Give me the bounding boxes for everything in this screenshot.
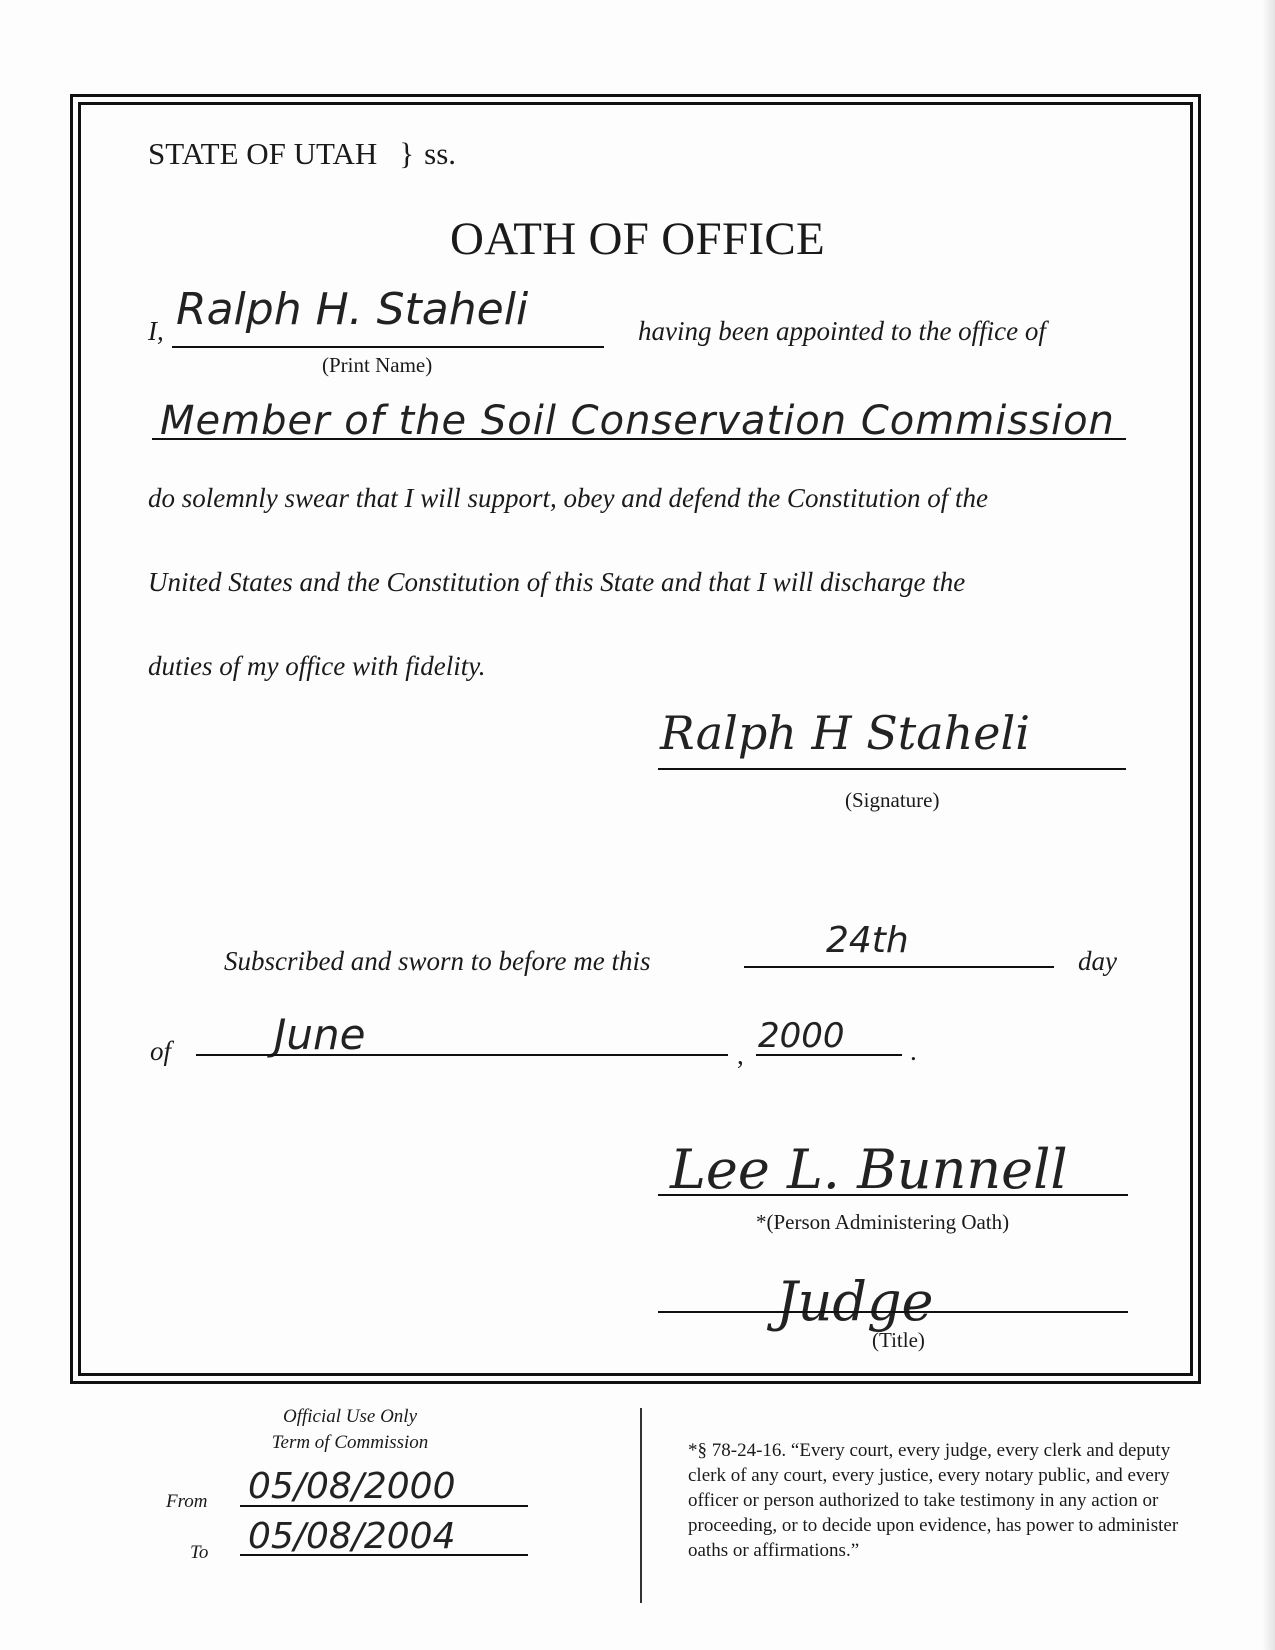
printed-name-field: Ralph H. Staheli bbox=[176, 284, 529, 335]
sworn-text: Subscribed and sworn to before me this bbox=[224, 946, 651, 976]
month-line bbox=[196, 1054, 728, 1056]
signature-field: Ralph H Staheli bbox=[660, 706, 1030, 760]
title-field: Judge bbox=[776, 1270, 934, 1333]
month-field: June bbox=[274, 1010, 366, 1059]
day-line bbox=[744, 966, 1054, 968]
year-line bbox=[756, 1054, 902, 1056]
to-date: 05/08/2004 bbox=[248, 1516, 456, 1557]
comma: , bbox=[737, 1040, 744, 1070]
oath-line-1: do solemnly swear that I will support, obey and defend the Constitution of the bbox=[148, 483, 988, 513]
brace: } bbox=[399, 136, 415, 171]
from-line bbox=[240, 1505, 528, 1507]
year-field: 2000 bbox=[758, 1016, 845, 1056]
appointed-text: having been appointed to the office of bbox=[638, 316, 1046, 346]
title-line bbox=[658, 1311, 1128, 1313]
signature-line bbox=[658, 768, 1126, 770]
to-line bbox=[240, 1554, 528, 1556]
oath-line-2: United States and the Constitution of this State and that I will discharge the bbox=[148, 567, 966, 597]
vertical-divider bbox=[640, 1408, 642, 1603]
office-line bbox=[152, 438, 1126, 440]
period: . bbox=[910, 1036, 917, 1066]
title-label: (Title) bbox=[872, 1328, 925, 1352]
term-label: Term of Commission bbox=[271, 1432, 429, 1453]
state-name: STATE OF UTAH bbox=[148, 136, 378, 171]
print-name-label: (Print Name) bbox=[322, 353, 433, 377]
name-prefix: I, bbox=[148, 316, 164, 346]
from-date: 05/08/2000 bbox=[248, 1466, 456, 1507]
official-use-label: Official Use Only bbox=[282, 1406, 418, 1427]
of-label: of bbox=[150, 1036, 172, 1066]
printed-name-line bbox=[172, 346, 604, 348]
to-label: To bbox=[190, 1542, 209, 1563]
office-field: Member of the Soil Conservation Commission bbox=[160, 398, 1115, 444]
state-heading bbox=[148, 136, 456, 172]
day-label: day bbox=[1078, 946, 1117, 976]
administrator-label: *(Person Administering Oath) bbox=[756, 1210, 1010, 1234]
from-label: From bbox=[166, 1491, 208, 1512]
administrator-signature: Lee L. Bunnell bbox=[670, 1138, 1068, 1201]
administrator-line bbox=[658, 1194, 1128, 1196]
page-title: OATH OF OFFICE bbox=[449, 213, 826, 265]
ss-label: ss. bbox=[424, 136, 457, 171]
oath-line-3: duties of my office with fidelity. bbox=[148, 651, 486, 681]
signature-label: (Signature) bbox=[845, 788, 940, 812]
day-field: 24th bbox=[826, 920, 909, 961]
statute-footnote: *§ 78-24-16. “Every court, every judge, every clerk and deputy clerk of any court, every justice, every notary public, and every officer or person authorized to take testimony in any action or proceeding, or to decide upon evidence, has power to administer oaths or affirmations.” bbox=[688, 1440, 1179, 1561]
